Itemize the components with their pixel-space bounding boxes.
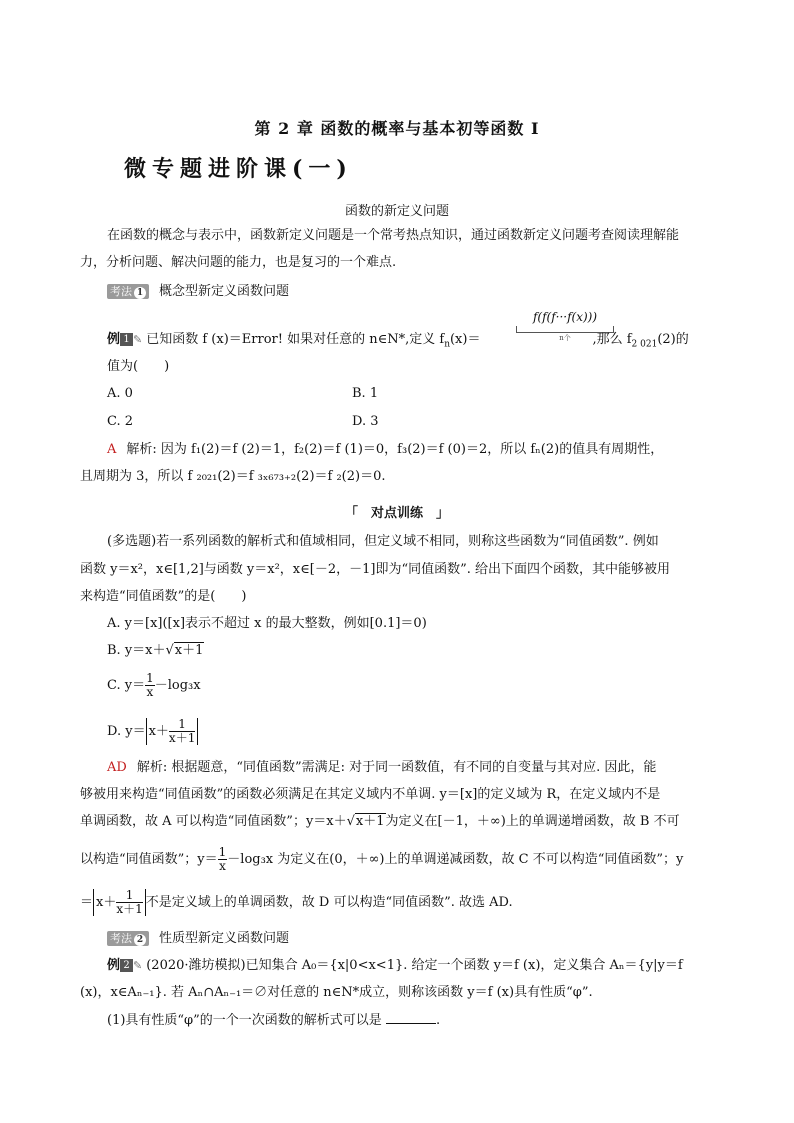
example-number-badge: 1 [120, 333, 133, 346]
section-1-heading [107, 282, 767, 302]
example-1-stem-line-2: 值为( ) [107, 359, 170, 374]
answer-letter: A [107, 442, 117, 457]
training-stem-1: (多选题)若一系列函数的解析式和值域相同，但定义域不相同，则称这些函数为“同值函数”. 例如 [107, 534, 659, 549]
option-c: C. 2 [107, 414, 134, 429]
example-1-stem: 例 1 ✎ 已知函数 f (x)＝Error! 如果对任意的 n∈N*,定义 $f_n(x)=$ ,那么 $f_{2 021}(2)$的 [107, 332, 689, 350]
training-stem-3: 来构造“同值函数”的是( ) [80, 589, 247, 604]
example-2-line-1: 例 2 ✎ (2020·潍坊模拟)已知集合 A₀＝{x|0<x<1}. 给定一个函数 y＝f (x)，定义集合 Aₙ＝{y|y＝f [107, 956, 767, 976]
example-number-badge: 2 [120, 959, 133, 972]
section-2-heading [107, 929, 767, 949]
training-solution-2: 够被用来构造“同值函数”的函数必须满足在其定义域内不单调. y＝[x]的定义域为 R，在定义域内不是 [80, 787, 661, 802]
example-1-solution-line-2: 且周期为 3，所以 f ₂₀₂₁(2)＝f ₃ₓ₆₇₃₊₂(2)＝f ₂(2)＝0. [80, 469, 386, 484]
method-badge: 考法 2 [107, 931, 149, 946]
training-option-a: A. y＝[x]([x]表示不超过 x 的最大整数，例如[0.1]＝0) [107, 616, 427, 631]
training-solution-1: AD 解析: 根据题意，“同值函数”需满足: 对于同一函数值，有不同的自变量与其对应. 因此，能 [107, 760, 657, 775]
example-1-solution: A 解析: 因为 f₁(2)＝f (2)＝1，f₂(2)＝f (1)＝0，f₃(2)＝f (0)＝2，所以 fₙ(2)的值具有周期性， [107, 442, 664, 457]
pencil-icon: ✎ [133, 959, 143, 972]
training-stem-2: 函数 y＝x²，x∈[1,2]与函数 y＝x²，x∈[－2，－1]即为“同值函数”. 给出下面四个函数，其中能够被用 [80, 562, 671, 577]
nested-function-notation: f(f(f···f(x))) n个 [510, 310, 620, 343]
answer-blank [386, 1023, 436, 1024]
training-answer-letters: AD [107, 760, 127, 775]
training-solution-5: ＝ x＋ $\frac{1}{x+1}$ 不是定义域上的单调函数，故 D 可以构造“同值函数”. 故选 AD. [80, 888, 513, 916]
section-1-title: 概念型新定义函数问题 [159, 284, 290, 299]
training-option-c: C. y＝ $\frac{1}{x}$ －log₃x [107, 671, 201, 699]
training-option-b: B. y＝x＋√x＋1 [107, 643, 204, 658]
option-a: A. 0 [107, 386, 133, 401]
chapter-title: 第 2 章 函数的概率与基本初等函数 I [254, 119, 540, 138]
training-solution-4: 以构造“同值函数”；y＝ $\frac{1}{x}$ －log₃x 为定义在(0，＋∞)上的单调递减函数，故 C 不可以构造“同值函数”；y [80, 845, 684, 873]
pencil-icon: ✎ [133, 333, 143, 346]
section-2-title: 性质型新定义函数问题 [159, 931, 290, 946]
method-badge: 考法 1 [107, 284, 149, 299]
option-b: B. 1 [352, 386, 379, 401]
option-d: D. 3 [352, 414, 379, 429]
example-2-line-2: (x)，x∈Aₙ₋₁}. 若 Aₙ∩Aₙ₋₁＝∅对任意的 n∈N*成立，则称该函数 y＝f (x)具有性质“φ”. [80, 985, 593, 1000]
lesson-heading: 微专题进阶课(一) [124, 156, 353, 182]
training-solution-3: 单调函数，故 A 可以构造“同值函数”；y＝x＋√x＋1为定义在[－1，＋∞)上的单调递增函数，故 B 不可 [80, 814, 680, 829]
training-option-d: D. y＝ x＋ $\frac{1}{x+1}$ [107, 718, 767, 745]
intro-line-1: 在函数的概念与表示中，函数新定义问题是一个常考热点知识，通过函数新定义问题考查阅读理解能 [107, 228, 680, 243]
topic-title: 函数的新定义问题 [344, 204, 449, 219]
example-2-question-1: (1)具有性质“φ”的一个一次函数的解析式可以是 . [107, 1013, 441, 1028]
intro-line-2: 力，分析问题、解决问题的能力，也是复习的一个难点. [80, 255, 397, 270]
training-title: 「 对点训练 」 [344, 506, 449, 521]
